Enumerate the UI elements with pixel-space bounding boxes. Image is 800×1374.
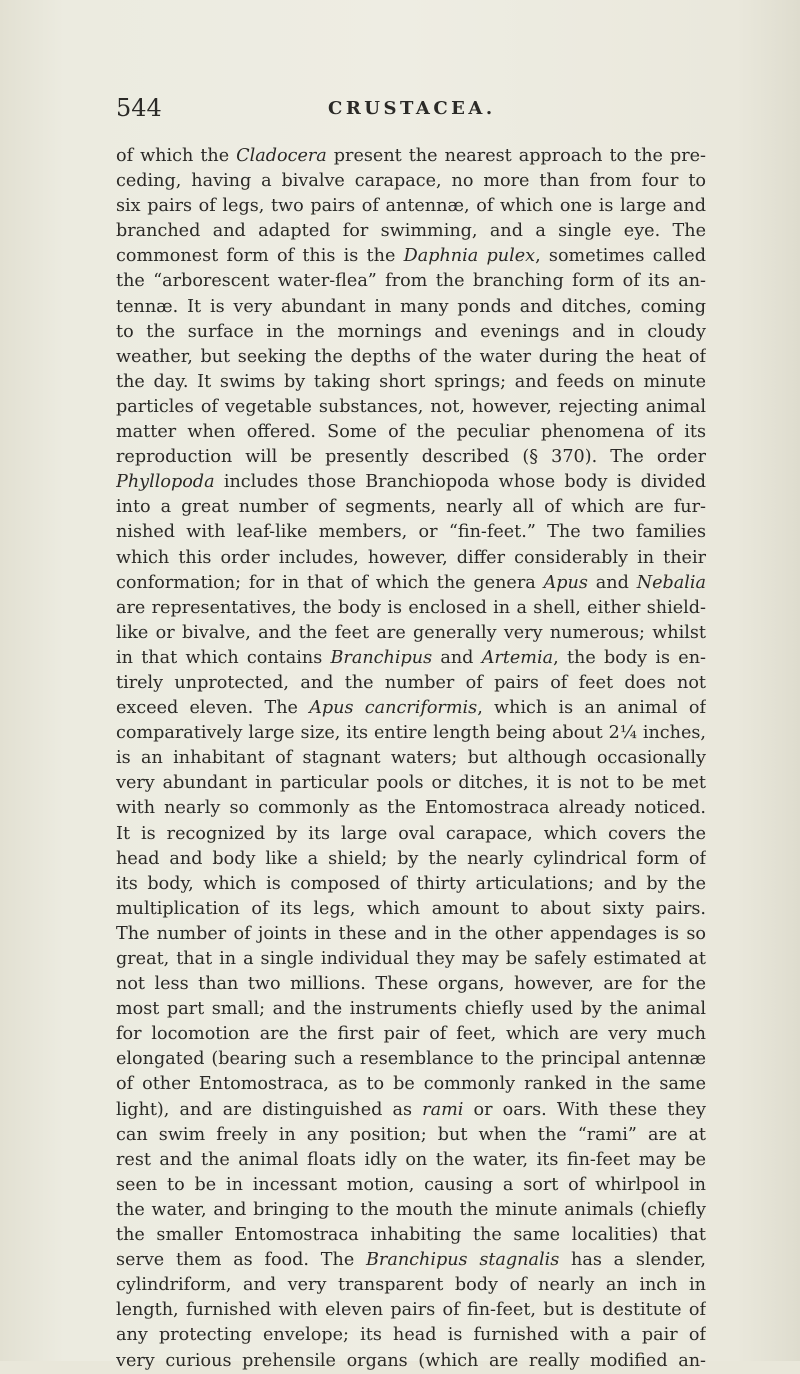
text-run: is an inhabitant of stagnant waters; but although occasionally [116, 748, 706, 769]
text-run: elongated (bearing such a resemblance to the principal antennæ [116, 1049, 706, 1070]
text-run: branched and adapted for swimming, and a single eye. The [116, 221, 706, 242]
text-line [116, 1323, 706, 1348]
text-line [116, 470, 706, 495]
running-head: CRUSTACEA. [328, 98, 496, 119]
text-run: for locomotion are the first pair of feet, which are very much [116, 1024, 706, 1045]
text-run: particles of vegetable substances, not, however, rejecting animal [116, 396, 706, 417]
text-line [116, 169, 706, 194]
italic-term: Nebalia [636, 572, 706, 593]
text-line [116, 897, 706, 922]
text-run: cylindriform, and very transparent body of nearly an inch in [116, 1275, 706, 1296]
text-run: in that which contains [116, 647, 331, 668]
text-run: any protecting envelope; its head is furnished with a pair of [116, 1325, 706, 1346]
text-run: tirely unprotected, and the number of pairs of feet does not [116, 672, 706, 693]
italic-term: Apus cancriformis [309, 698, 478, 719]
text-run: includes those Branchiopoda whose body is divided [214, 472, 706, 493]
text-line [116, 269, 706, 294]
italic-term: Apus [543, 572, 588, 593]
page-number: 544 [116, 94, 162, 122]
text-line [116, 872, 706, 897]
text-run: most part small; and the instruments chiefly used by the animal [116, 999, 706, 1020]
text-line [116, 771, 706, 796]
text-line [116, 796, 706, 821]
text-run: of other Entomostraca, as to be commonly ranked in the same [116, 1074, 706, 1095]
text-line [116, 144, 706, 169]
text-run: ceding, having a bivalve carapace, no more than from four to [116, 171, 706, 192]
text-line [116, 295, 706, 320]
italic-term: Artemia [481, 647, 554, 668]
text-line [116, 370, 706, 395]
text-run: very abundant in particular pools or ditches, it is not to be met [116, 773, 706, 794]
text-run: has a slender, [559, 1250, 706, 1271]
text-run: not less than two millions. These organs, however, are for the [116, 974, 706, 995]
text-line [116, 1173, 706, 1198]
text-run: nished with leaf-like members, or “fin-feet.” The two families [116, 522, 706, 543]
text-run: light), and are distinguished as [116, 1099, 423, 1120]
text-line [116, 1298, 706, 1323]
text-run: and [587, 572, 637, 593]
text-line [116, 997, 706, 1022]
text-run: conformation; for in that of which the genera [116, 572, 544, 593]
text-line [116, 1047, 706, 1072]
text-line [116, 1349, 706, 1374]
italic-term: Daphnia pulex [403, 246, 536, 267]
text-run: present the nearest approach to the pre- [326, 146, 706, 166]
text-line [116, 395, 706, 420]
text-run: seen to be in incessant motion, causing a sort of whirlpool in [116, 1174, 706, 1195]
text-line [116, 546, 706, 571]
text-line [116, 721, 706, 746]
text-run: weather, but seeking the depths of the water during the heat of [116, 346, 706, 367]
text-line [116, 922, 706, 947]
text-line [116, 646, 706, 671]
text-run: tennæ. It is very abundant in many ponds and ditches, coming [116, 296, 706, 317]
text-run: like or bivalve, and the feet are generally very numerous; whilst [116, 622, 706, 643]
text-line [116, 671, 706, 696]
text-run: the “arborescent water-flea” from the branching form of its an- [116, 271, 706, 292]
text-line [116, 822, 706, 847]
text-run: , the body is en- [553, 647, 706, 668]
text-line [116, 1098, 706, 1123]
text-run: with nearly so commonly as the Entomostraca already noticed. [116, 798, 706, 819]
text-run: rest and the animal floats idly on the water, its fin-feet may be [116, 1149, 706, 1170]
text-run: of which the [116, 146, 237, 166]
italic-term: rami [422, 1099, 464, 1120]
text-line [116, 219, 706, 244]
text-run: great, that in a single individual they may be safely estimated at [116, 949, 706, 969]
text-line [116, 1223, 706, 1248]
text-line [116, 1072, 706, 1097]
text-run: very curious prehensile organs (which are really modified an- [116, 1350, 706, 1371]
text-run: matter when offered. Some of the peculiar phenomena of its [116, 422, 706, 443]
text-line [116, 1273, 706, 1298]
text-line [116, 621, 706, 646]
text-line [116, 1022, 706, 1047]
text-run: six pairs of legs, two pairs of antennæ, of which one is large and [116, 196, 706, 217]
text-run: to the surface in the mornings and evenings and in cloudy [116, 321, 706, 342]
text-run: The number of joints in these and in the other appendages is so [116, 923, 706, 944]
text-line [116, 345, 706, 370]
page-header [0, 94, 800, 134]
text-line [116, 696, 706, 721]
text-run: the water, and bringing to the mouth the minute animals (chiefly [116, 1199, 706, 1220]
text-run: exceed eleven. The [116, 698, 310, 719]
text-line [116, 972, 706, 997]
text-run: serve them as food. The [116, 1250, 366, 1271]
text-line [116, 847, 706, 872]
text-line [116, 596, 706, 621]
text-run: multiplication of its legs, which amount to about sixty pairs. [116, 898, 706, 919]
text-line [116, 1123, 706, 1148]
text-run: into a great number of segments, nearly all of which are fur- [116, 497, 706, 518]
text-run: and [432, 647, 482, 668]
text-line [116, 1248, 706, 1273]
text-run: the day. It swims by taking short springs; and feeds on minute [116, 371, 706, 392]
italic-term: Branchipus stagnalis [365, 1250, 560, 1271]
text-line [116, 1148, 706, 1173]
text-run: the smaller Entomostraca inhabiting the same localities) that [116, 1225, 706, 1246]
text-run: , which is an animal of [477, 698, 706, 719]
text-line [116, 495, 706, 520]
text-run: which this order includes, however, differ considerably in their [116, 547, 706, 568]
text-line [116, 1198, 706, 1223]
text-line [116, 320, 706, 345]
text-run: are representatives, the body is enclosed in a shell, either shield- [116, 597, 706, 618]
text-run: comparatively large size, its entire length being about 2¼ inches, [116, 723, 706, 744]
italic-term: Cladocera [236, 146, 327, 166]
text-run: commonest form of this is the [116, 246, 404, 267]
text-run: reproduction will be presently described (§ 370). The order [116, 447, 706, 468]
text-run: its body, which is composed of thirty articulations; and by the [116, 873, 706, 894]
text-run: It is recognized by its large oval carapace, which covers the [116, 823, 706, 844]
text-run: length, furnished with eleven pairs of fin-feet, but is destitute of [116, 1300, 706, 1321]
text-line [116, 244, 706, 269]
body-paragraph [116, 144, 706, 1374]
text-run: , sometimes called [535, 246, 706, 267]
text-line [116, 746, 706, 771]
italic-term: Phyllopoda [116, 472, 215, 493]
text-line [116, 420, 706, 445]
text-line [116, 571, 706, 596]
text-run: head and body like a shield; by the nearly cylindrical form of [116, 848, 706, 869]
italic-term: Branchipus [330, 647, 433, 668]
text-line [116, 194, 706, 219]
text-run: can swim freely in any position; but when the “rami” are at [116, 1124, 706, 1145]
text-line [116, 947, 706, 972]
text-line [116, 445, 706, 470]
text-run: or oars. With these they [463, 1099, 706, 1120]
text-line [116, 520, 706, 545]
